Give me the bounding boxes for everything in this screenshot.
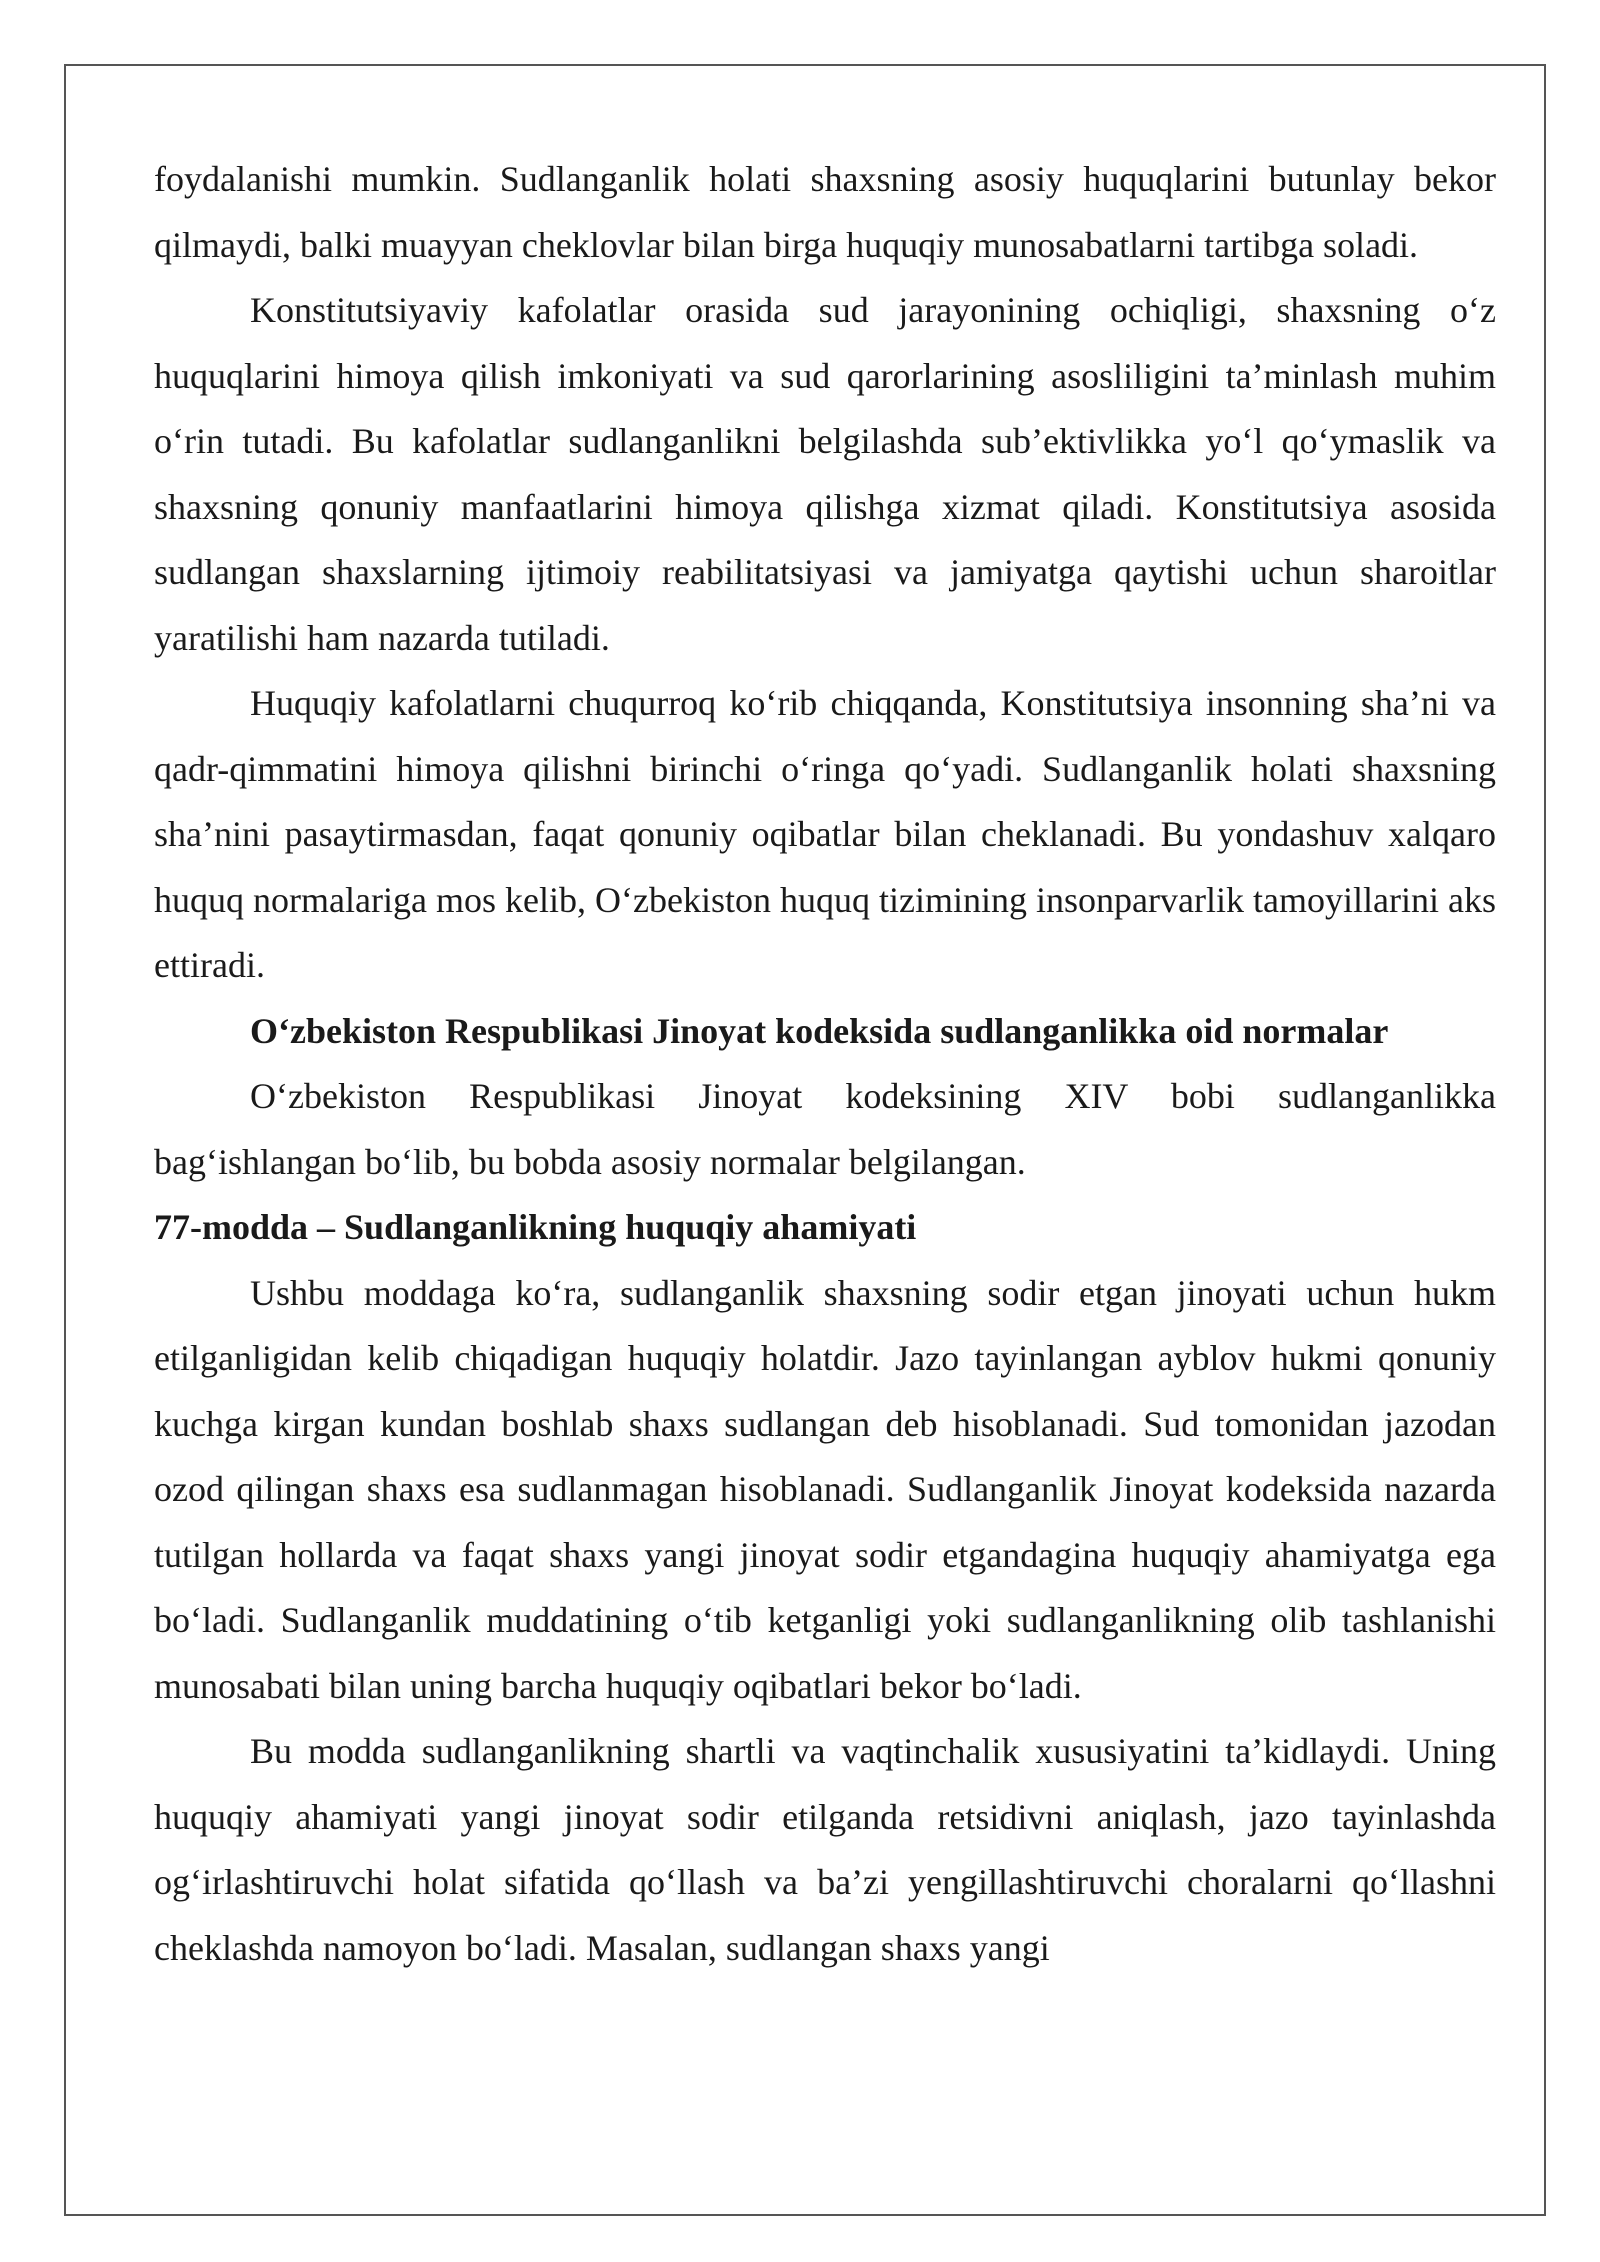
paragraph-constitutional-guarantees: Konstitutsiyaviy kafolatlar orasida sud jarayonining ochiqligi, shaxsning o‘z huquqlarini himoya qilish imkoniyati va sud qarorlarining asosliligini ta’minlash muhim o‘rin tutadi. Bu kafolatlar sudlanganlikni belgilashda sub’ektivlikka yo‘l qo‘ymaslik va shaxsning qonuniy manfaatlarini himoya qilishga xizmat qiladi. Konstitutsiya asosida sudlangan shaxslarning ijtimoiy reabilitatsiyasi va jamiyatga qaytishi uchun sharoitlar yaratilishi ham nazarda tutiladi. — [154, 290, 1496, 658]
paragraph-article-77-content: Ushbu moddaga ko‘ra, sudlanganlik shaxsning sodir etgan jinoyati uchun hukm etilganligidan kelib chiqadigan huquqiy holatdir. Jazo tayinlangan ayblov hukmi qonuniy kuchga kirgan kundan boshlab shaxs sudlangan deb hisoblanadi. Sud tomonidan jazodan ozod qilingan shaxs esa sudlanmagan hisoblanadi. Sudlanganlik Jinoyat kodeksida nazarda tutilgan hollarda va faqat shaxs yangi jinoyat sodir etgandagina huquqiy ahamiyatga ega bo‘ladi. Sudlanganlik muddatining o‘tib ketganligi yoki sudlanganlikning olib tashlanishi munosabati bilan uning barcha huquqiy oqibatlari bekor bo‘ladi. — [154, 1272, 1496, 1706]
paragraph-continuation: foydalanishi mumkin. Sudlanganlik holati shaxsning asosiy huquqlarini butunlay bekor qilmaydi, balki muayyan cheklovlar bilan birga huquqiy munosabatlarni tartibga soladi. — [154, 159, 1496, 265]
article-heading-77: 77-modda – Sudlanganlikning huquqiy ahamiyati — [154, 1207, 917, 1247]
paragraph-legal-guarantees: Huquqiy kafolatlarni chuqurroq ko‘rib chiqqanda, Konstitutsiya insonning sha’ni va qadr-qimmatini himoya qilishni birinchi o‘ringa qo‘yadi. Sudlanganlik holati shaxsning sha’nini pasaytirmasdan, faqat qonuniy oqibatlar bilan cheklanadi. Bu yondashuv xalqaro huquq normalariga mos kelib, O‘zbekiston huquq tizimining insonparvarlik tamoyillarini aks ettiradi. — [154, 683, 1496, 985]
paragraph-article-77-commentary: Bu modda sudlanganlikning shartli va vaqtinchalik xususiyatini ta’kidlaydi. Uning huquqiy ahamiyati yangi jinoyat sodir etilganda retsidivni aniqlash, jazo tayinlashda og‘irlashtiruvchi holat sifatida qo‘llash va ba’zi yengillashtiruvchi choralarni qo‘llashni cheklashda namoyon bo‘ladi. Masalan, sudlangan shaxs yangi — [154, 1731, 1496, 1968]
section-heading-criminal-code: O‘zbekiston Respublikasi Jinoyat kodeksida sudlanganlikka oid normalar — [250, 1010, 1389, 1051]
document-body — [154, 147, 1496, 1981]
paragraph-chapter-xiv: O‘zbekiston Respublikasi Jinoyat kodeksining XIV bobi sudlanganlikka bag‘ishlangan bo‘lib, bu bobda asosiy normalar belgilangan. — [154, 1076, 1496, 1182]
